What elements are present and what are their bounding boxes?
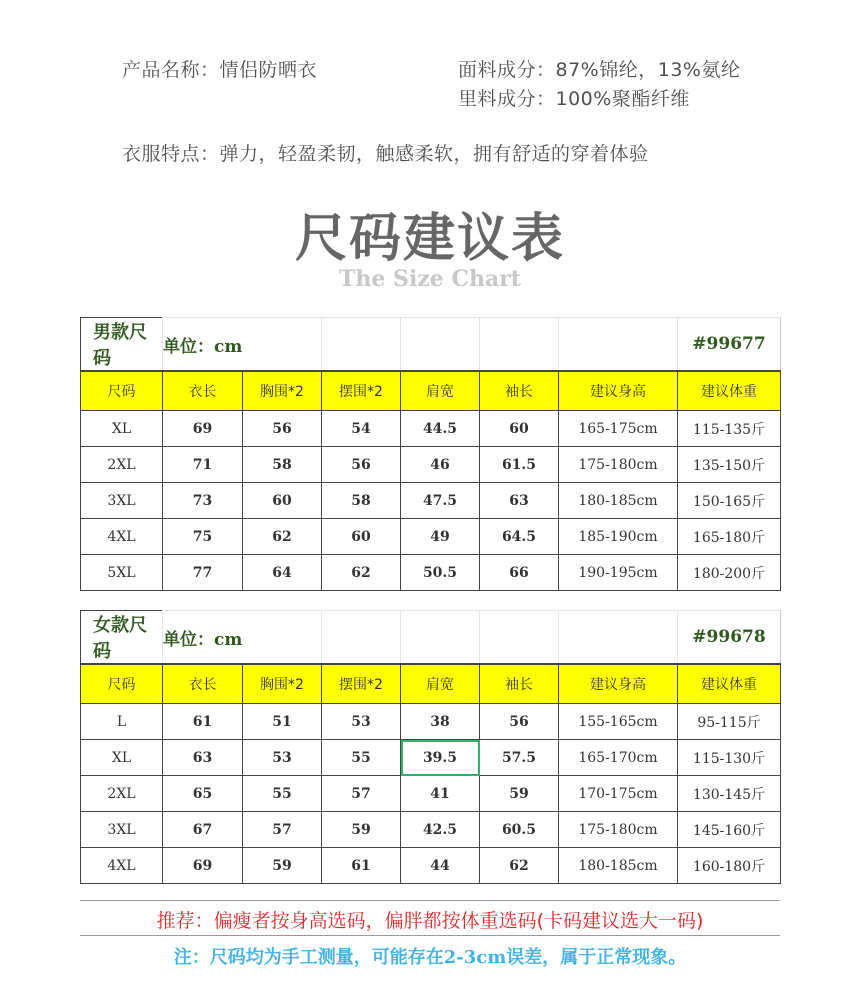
table-cell: 67 (163, 812, 243, 848)
table-cell: 64 (243, 555, 322, 591)
table-cell: 53 (243, 740, 322, 776)
outer-fabric: 面料成分：87%锦纶，13%氨纶 (458, 59, 741, 81)
table-cell: 58 (243, 447, 322, 483)
table-cell: 61 (322, 848, 401, 884)
product-name: 产品名称：情侣防晒衣 (122, 59, 318, 81)
women-header-cell: 尺码 (81, 664, 163, 704)
table-cell: 42.5 (401, 812, 480, 848)
table-row (81, 519, 781, 555)
recommendation-text: 推荐：偏瘦者按身高选码，偏胖都按体重选码(卡码建议选大一码) (156, 910, 704, 932)
table-cell: 3XL (81, 483, 163, 519)
women-unit-label: 单位：cm (163, 611, 322, 665)
women-header-cell: 建议体重 (678, 664, 781, 704)
table-cell: 62 (243, 519, 322, 555)
selected-table-cell: 39.5 (401, 740, 480, 776)
table-cell: 50.5 (401, 555, 480, 591)
table-cell: 59 (322, 812, 401, 848)
women-product-code: #99678 (678, 611, 781, 665)
men-caption-row (81, 318, 781, 372)
table-cell: 66 (480, 555, 559, 591)
table-cell: 4XL (81, 848, 163, 884)
table-cell: 170-175cm (559, 776, 678, 812)
product-features: 衣服特点：弹力，轻盈柔韧，触感柔软，拥有舒适的穿着体验 (122, 143, 649, 165)
page-title: 尺码建议表 (294, 208, 565, 269)
table-cell: XL (81, 740, 163, 776)
men-table-label: 男款尺码 (81, 318, 163, 372)
table-cell: 75 (163, 519, 243, 555)
table-cell: 55 (243, 776, 322, 812)
women-caption-row (81, 611, 781, 665)
table-cell: 95-115斤 (678, 704, 781, 740)
men-header-cell: 建议体重 (678, 371, 781, 411)
table-cell: 165-175cm (559, 411, 678, 447)
table-cell: 63 (480, 483, 559, 519)
table-cell: 51 (243, 704, 322, 740)
table-cell: 77 (163, 555, 243, 591)
table-cell: 60 (480, 411, 559, 447)
table-cell: 61 (163, 704, 243, 740)
women-header-row (81, 664, 781, 704)
table-cell: 115-135斤 (678, 411, 781, 447)
table-cell: 3XL (81, 812, 163, 848)
table-cell: 54 (322, 411, 401, 447)
table-row (81, 812, 781, 848)
table-cell: 190-195cm (559, 555, 678, 591)
table-cell: 180-185cm (559, 483, 678, 519)
divider-bottom (80, 935, 780, 936)
table-cell: 135-150斤 (678, 447, 781, 483)
table-row (81, 776, 781, 812)
table-cell: 165-180斤 (678, 519, 781, 555)
table-cell: 56 (243, 411, 322, 447)
women-size-table (80, 610, 781, 884)
women-header-cell: 摆围*2 (322, 664, 401, 704)
table-cell: 4XL (81, 519, 163, 555)
men-product-code: #99677 (678, 318, 781, 372)
table-cell: 44 (401, 848, 480, 884)
table-cell: 44.5 (401, 411, 480, 447)
table-cell: 60 (322, 519, 401, 555)
table-cell: 160-180斤 (678, 848, 781, 884)
lining-fabric: 里料成分：100%聚酯纤维 (458, 88, 690, 110)
table-cell: 5XL (81, 555, 163, 591)
table-cell: 115-130斤 (678, 740, 781, 776)
table-cell: 57.5 (480, 740, 559, 776)
men-header-cell: 衣长 (163, 371, 243, 411)
table-cell: 59 (243, 848, 322, 884)
table-cell: 56 (480, 704, 559, 740)
women-header-cell: 衣长 (163, 664, 243, 704)
table-cell: 63 (163, 740, 243, 776)
table-cell: 58 (322, 483, 401, 519)
men-size-table (80, 317, 781, 591)
table-cell: 165-170cm (559, 740, 678, 776)
women-table-label: 女款尺码 (81, 611, 163, 665)
table-cell: 150-165斤 (678, 483, 781, 519)
page-subtitle: The Size Chart (339, 266, 521, 292)
table-cell: 71 (163, 447, 243, 483)
table-cell: 49 (401, 519, 480, 555)
table-row (81, 483, 781, 519)
measurement-note: 注：尺码均为手工测量，可能存在2-3cm误差，属于正常现象。 (173, 947, 687, 968)
table-cell: 62 (480, 848, 559, 884)
table-row (81, 704, 781, 740)
table-cell: 180-185cm (559, 848, 678, 884)
table-cell: 53 (322, 704, 401, 740)
table-cell: L (81, 704, 163, 740)
table-cell: 41 (401, 776, 480, 812)
table-cell: 185-190cm (559, 519, 678, 555)
table-row (81, 447, 781, 483)
table-cell: 73 (163, 483, 243, 519)
table-cell: 46 (401, 447, 480, 483)
men-unit-label: 单位：cm (163, 318, 322, 372)
table-cell: 61.5 (480, 447, 559, 483)
table-cell: 180-200斤 (678, 555, 781, 591)
table-cell: 47.5 (401, 483, 480, 519)
table-cell: 155-165cm (559, 704, 678, 740)
table-row (81, 411, 781, 447)
table-row (81, 555, 781, 591)
table-cell: 57 (243, 812, 322, 848)
table-cell: 2XL (81, 776, 163, 812)
men-header-cell: 摆围*2 (322, 371, 401, 411)
table-cell: 175-180cm (559, 447, 678, 483)
table-cell: 64.5 (480, 519, 559, 555)
table-row (81, 740, 781, 776)
table-cell: 69 (163, 411, 243, 447)
table-row (81, 848, 781, 884)
men-header-cell: 肩宽 (401, 371, 480, 411)
men-header-cell: 袖长 (480, 371, 559, 411)
men-header-cell: 建议身高 (559, 371, 678, 411)
table-cell: 65 (163, 776, 243, 812)
table-cell: 175-180cm (559, 812, 678, 848)
table-cell: 56 (322, 447, 401, 483)
table-cell: 57 (322, 776, 401, 812)
table-cell: 59 (480, 776, 559, 812)
table-cell: 145-160斤 (678, 812, 781, 848)
women-header-cell: 胸围*2 (243, 664, 322, 704)
table-cell: 69 (163, 848, 243, 884)
men-header-cell: 胸围*2 (243, 371, 322, 411)
table-cell: 38 (401, 704, 480, 740)
table-cell: 60 (243, 483, 322, 519)
men-header-cell: 尺码 (81, 371, 163, 411)
table-cell: 130-145斤 (678, 776, 781, 812)
men-header-row (81, 371, 781, 411)
table-cell: XL (81, 411, 163, 447)
divider-top (80, 900, 780, 901)
women-header-cell: 建议身高 (559, 664, 678, 704)
table-cell: 62 (322, 555, 401, 591)
table-cell: 2XL (81, 447, 163, 483)
women-header-cell: 袖长 (480, 664, 559, 704)
table-cell: 55 (322, 740, 401, 776)
table-cell: 60.5 (480, 812, 559, 848)
women-header-cell: 肩宽 (401, 664, 480, 704)
